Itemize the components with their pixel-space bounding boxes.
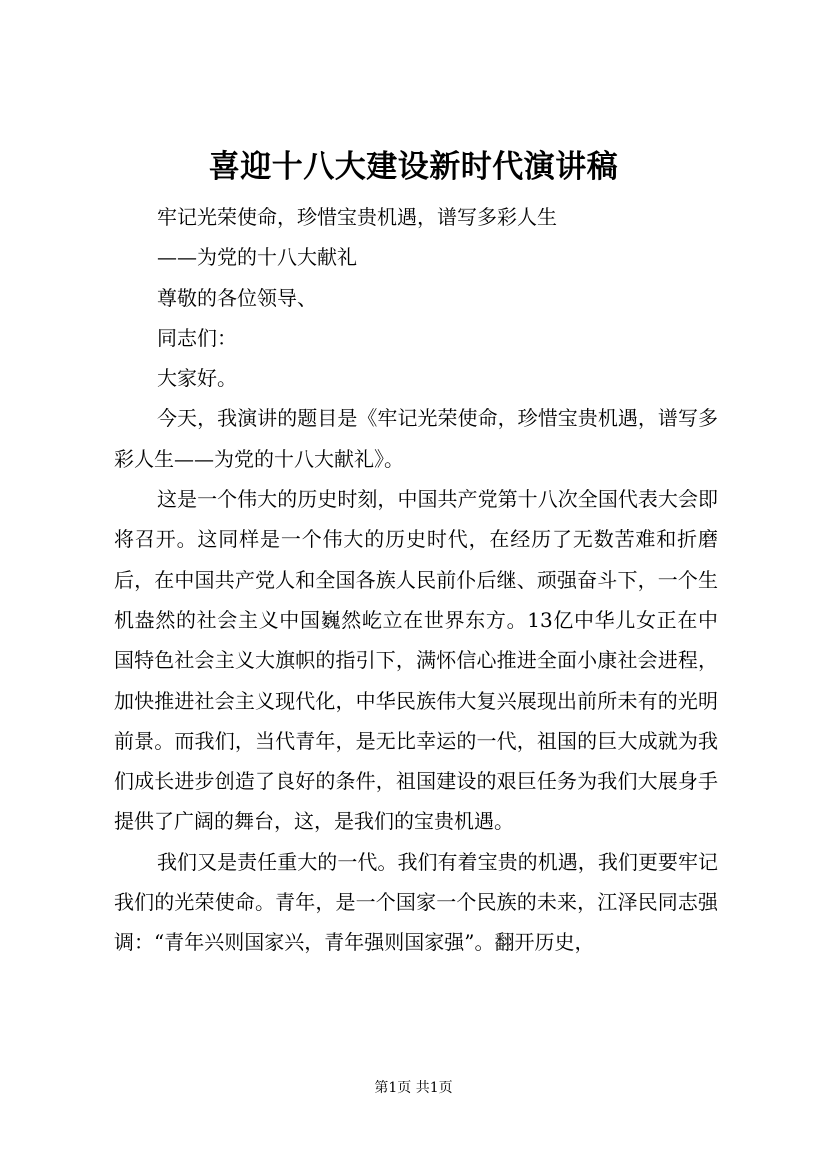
salutation-line: 尊敬的各位领导、	[157, 285, 317, 310]
body-paragraph: 这是一个伟大的历史时刻，中国共产党第十八次全国代表大会即将召开。这同样是一个伟大的历史时代，在经历了无数苦难和折磨后，在中国共产党人和全国各族人民前仆后继、顽强奋斗下，一个生机盎然的社会主义中国巍然屹立在世界东方。13亿中华儿女正在中国特色社会主义大旗帜的指引下，满怀信心推进全面小康社会进程，加快推进社会主义现代化，中华民族伟大复兴展现出前所未有的光明前景。而我们，当代青年，是无比幸运的一代，祖国的巨大成就为我们成长进步创造了良好的条件，祖国建设的艰巨任务为我们大展身手提供了广阔的舞台，这，是我们的宝贵机遇。	[114, 487, 718, 834]
subtitle-dedication: ——为党的十八大献礼	[157, 245, 357, 270]
body-paragraph: 今天，我演讲的题目是《牢记光荣使命，珍惜宝贵机遇，谱写多彩人生——为党的十八大献礼》。	[114, 406, 718, 471]
document-body	[114, 197, 718, 963]
page-number-label: 第1页 共1页	[374, 1080, 453, 1096]
body-paragraph: 我们又是责任重大的一代。我们有着宝贵的机遇，我们更要牢记我们的光荣使命。青年，是一个国家一个民族的未来，江泽民同志强调：“青年兴则国家兴，青年强则国家强”。翻开历史，	[114, 849, 718, 955]
subtitle-line: 牢记光荣使命，珍惜宝贵机遇，谱写多彩人生	[157, 205, 557, 229]
salutation-line: 同志们：	[157, 325, 237, 350]
greeting-line: 大家好。	[157, 366, 237, 391]
page-footer	[0, 1078, 827, 1098]
document-title: 喜迎十八大建设新时代演讲稿	[208, 149, 619, 185]
